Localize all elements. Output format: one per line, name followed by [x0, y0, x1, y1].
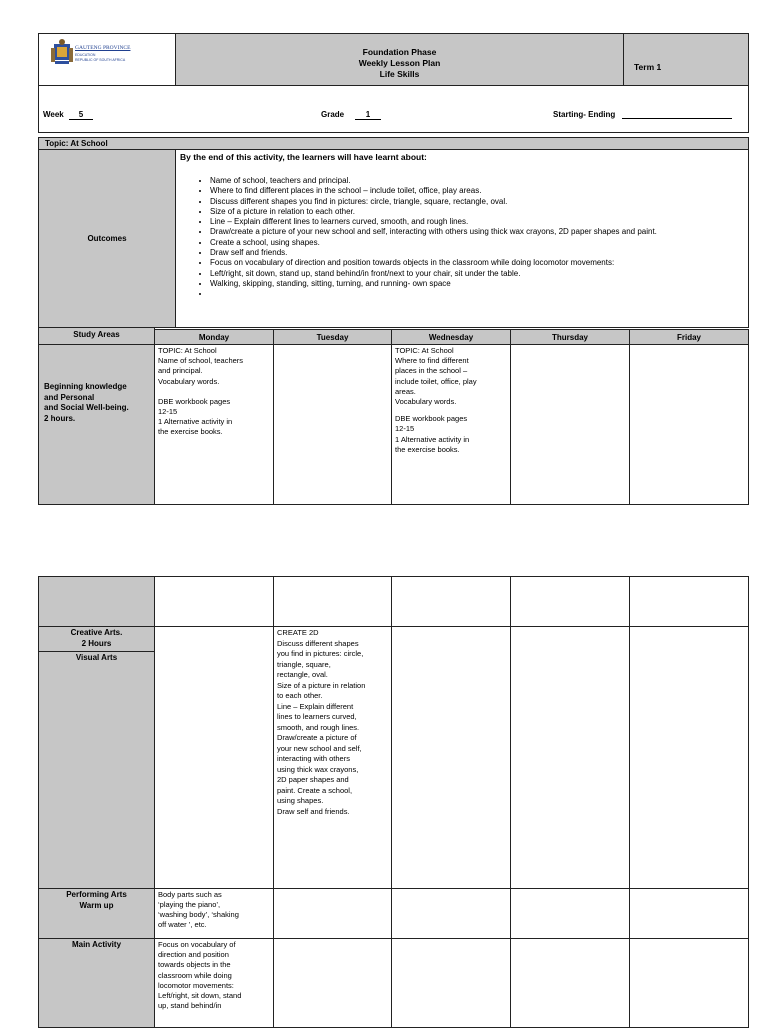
p2-header-monday: [154, 576, 274, 627]
outcome-item: • Line – Explain different lines to learners curved, smooth, and rough lines.: [210, 217, 744, 227]
bk-monday-cell: [154, 344, 274, 505]
title-line-2: Weekly Lesson Plan: [358, 58, 441, 68]
visual-arts-label-cell: [38, 651, 155, 889]
main-activity-label-cell: [38, 938, 155, 1028]
performing-label: Performing Arts Warm up: [66, 890, 127, 910]
outcomes-label: Outcomes: [87, 234, 127, 243]
main-tuesday-cell: [273, 938, 392, 1028]
outcome-item: • Walking, skipping, standing, sitting, turning, and running- own space: [210, 279, 744, 289]
title-line-3: Life Skills: [379, 69, 420, 79]
bk-monday-text: TOPIC: At School Name of school, teachers and principal. Vocabulary words.: [158, 346, 244, 386]
outcomes-content-cell: [175, 149, 749, 328]
title-line-1: Foundation Phase: [362, 47, 437, 57]
day-header-tuesday: Tuesday: [273, 329, 392, 345]
outcome-item: • Focus on vocabulary of direction and position towards objects in the classroom while doing locomotor movements:: [210, 258, 744, 268]
title-cell: [175, 33, 624, 86]
p2-header-thursday: [510, 576, 630, 627]
main-monday-text: Focus on vocabulary of direction and position towards objects in the classroom while doing locomotor movements: Left/right, sit down, stand up, stand behind/in: [158, 940, 242, 1011]
bk-tuesday-cell: [273, 344, 392, 505]
logo-text: GAUTENG PROVINCE: [75, 45, 131, 51]
bk-label: Beginning knowledge and Personal and Social Well-being. 2 hours.: [44, 382, 129, 423]
bk-wednesday-text: TOPIC: At School Where to find different places in the school – include toilet, office, play areas. Vocabulary words.: [395, 346, 477, 407]
bk-wednesday-cell: [391, 344, 511, 505]
grade-label: Grade: [321, 110, 345, 119]
outcome-item: • Where to find different places in the school – include toilet, office, play areas.: [210, 186, 744, 196]
visual-monday-cell: [154, 626, 274, 889]
visual-friday-cell: [629, 626, 749, 889]
outcome-item: • Name of school, teachers and principal.: [210, 176, 744, 186]
outcome-item: • Size of a picture in relation to each other.: [210, 207, 744, 217]
creative-arts-label: Creative Arts. 2 Hours: [70, 628, 123, 648]
visual-thursday-cell: [510, 626, 630, 889]
main-wednesday-cell: [391, 938, 511, 1028]
p2-header-wednesday: [391, 576, 511, 627]
outcome-item: • Left/right, sit down, stand up, stand behind/in front/next to your chair, sit under the table.: [210, 269, 744, 279]
day-header-friday: Friday: [629, 329, 749, 345]
p2-header-tuesday: [273, 576, 392, 627]
main-activity-label: Main Activity: [71, 940, 122, 949]
day-header-thursday: Thursday: [510, 329, 630, 345]
outcome-item: [210, 289, 744, 299]
performing-tuesday-cell: [273, 888, 392, 939]
bk-friday-cell: [629, 344, 749, 505]
term-label: Term 1: [634, 62, 662, 72]
logo-subtext-2: REPUBLIC OF SOUTH AFRICA: [75, 58, 126, 62]
grade-value: 1: [355, 110, 381, 120]
bk-thursday-cell: [510, 344, 630, 505]
performing-monday-cell: [154, 888, 274, 939]
study-areas-header: Study Areas: [38, 327, 155, 345]
main-friday-cell: [629, 938, 749, 1028]
creative-arts-label-cell: [38, 626, 155, 652]
logo-emblem: [51, 38, 73, 66]
outcome-item: • Draw/create a picture of your new school and self, interacting with others using thick wax crayons, 2D paper shapes and paint.: [210, 227, 744, 237]
week-row: [38, 85, 749, 133]
outcome-item: • Create a school, using shapes.: [210, 238, 744, 248]
performing-thursday-cell: [510, 888, 630, 939]
outcomes-list: [176, 176, 744, 300]
bk-monday-workbook: DBE workbook pages 12-15 1 Alternative activity in the exercise books.: [158, 396, 233, 437]
main-monday-cell: [154, 938, 274, 1028]
performing-monday-text: Body parts such as ‘playing the piano’, ‘washing body’, ‘shaking off water ’, etc.: [158, 890, 239, 929]
performing-wednesday-cell: [391, 888, 511, 939]
logo-subtext: EDUCATION: [75, 53, 96, 57]
visual-tuesday-cell: [273, 626, 392, 889]
outcome-item: • Draw self and friends.: [210, 248, 744, 258]
main-thursday-cell: [510, 938, 630, 1028]
performing-friday-cell: [629, 888, 749, 939]
term-cell: [623, 33, 749, 86]
bk-label-cell: [38, 344, 155, 505]
outcome-item: • Discuss different shapes you find in pictures: circle, triangle, square, rectangle, oval.: [210, 197, 744, 207]
visual-wednesday-cell: [391, 626, 511, 889]
day-header-monday: Monday: [154, 329, 274, 345]
visual-tuesday-text: CREATE 2D Discuss different shapes you find in pictures: circle, triangle, square, rectangle, oval. Size of a picture in relation to each other. Line – Explain different lines to learners curved, smooth, and rough lines. Draw/create a picture of your new school and self, interacting with others using thick wax crayons, 2D paper shapes and paint. Create a school, using shapes. Draw self and friends.: [277, 628, 366, 816]
day-header-wednesday: Wednesday: [391, 329, 511, 345]
starting-ending-label: Starting- Ending: [553, 110, 616, 119]
outcomes-intro: By the end of this activity, the learners will have learnt about:: [180, 152, 427, 162]
outcomes-label-cell: [38, 149, 176, 328]
bk-wednesday-workbook: DBE workbook pages 12-15 1 Alternative activity in the exercise books.: [395, 414, 470, 454]
performing-label-cell: [38, 888, 155, 939]
logo-box: [38, 33, 175, 86]
starting-ending-line: [622, 110, 732, 119]
week-value: 5: [69, 110, 93, 120]
visual-arts-label: Visual Arts: [75, 653, 118, 662]
p2-header-label: [38, 576, 155, 627]
p2-header-friday: [629, 576, 749, 627]
week-label: Week: [43, 110, 64, 119]
topic-label: Topic: At School: [45, 139, 108, 148]
